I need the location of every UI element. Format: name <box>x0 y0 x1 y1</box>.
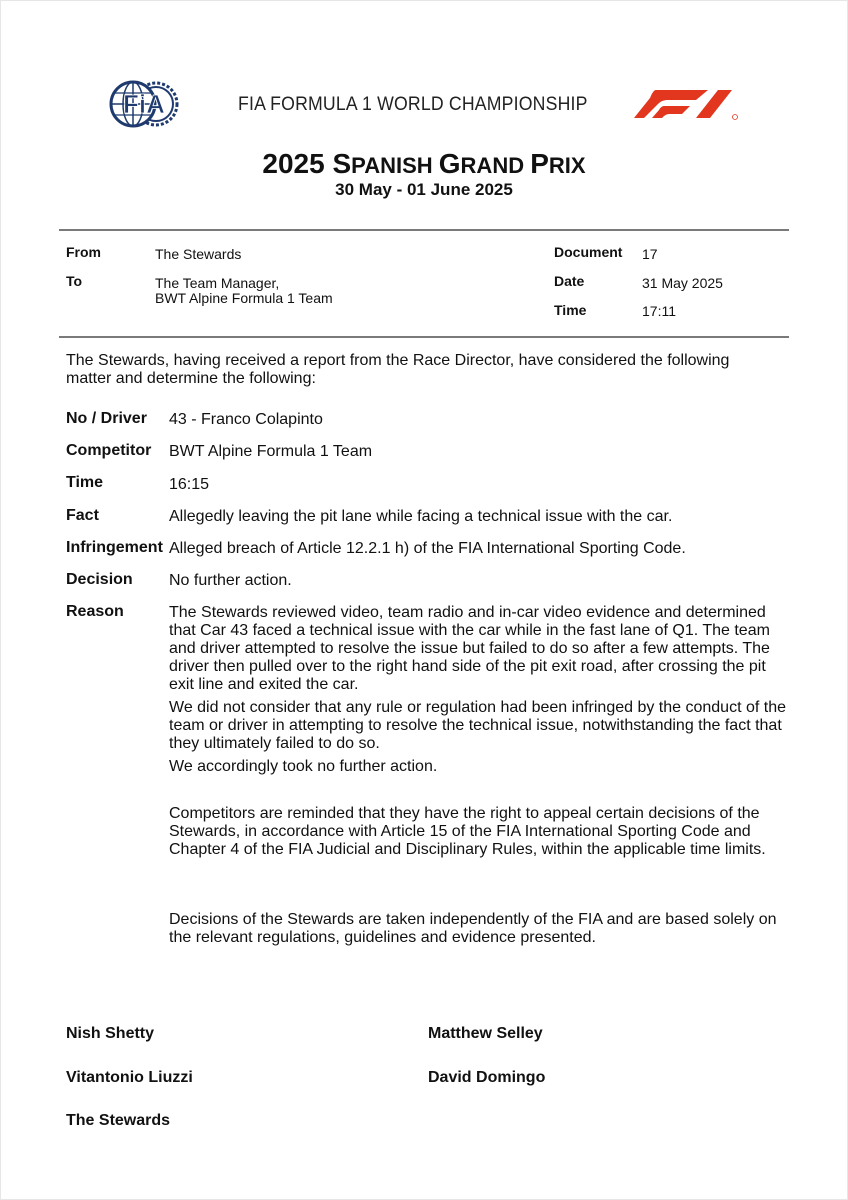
decision-value: No further action. <box>169 572 292 589</box>
f1-logo-icon <box>634 88 740 122</box>
to-label: To <box>66 273 83 289</box>
stewards-closing: The Stewards <box>66 1112 171 1129</box>
event-title: 2025 SPANISH GRAND PRIX <box>262 148 586 179</box>
reason-label: Reason <box>66 603 124 620</box>
fia-logo-icon <box>108 79 180 129</box>
steward-name: Nish Shetty <box>66 1025 155 1042</box>
reason-paragraph-1: The Stewards reviewed video, team radio and in-car video evidence and determined that Car 43 faced a technical issue with the car while in the fast lane of Q1. The team and driver attempted to resolve the issue but failed to do so after a few attempts. The driver then pulled over to the right hand side of the pit exit road, after crossing the pit exit line and exited the car. <box>169 604 770 693</box>
incident-time-label: Time <box>66 474 104 491</box>
document-number: 17 <box>642 246 658 262</box>
steward-name: Matthew Selley <box>428 1025 543 1042</box>
fact-value: Allegedly leaving the pit lane while facing a technical issue with the car. <box>169 508 673 525</box>
date-value: 31 May 2025 <box>642 275 723 291</box>
driver-value: 43 - Franco Colapinto <box>169 411 323 428</box>
fact-label: Fact <box>66 507 99 524</box>
steward-name: David Domingo <box>428 1069 546 1086</box>
steward-name: Vitantonio Liuzzi <box>66 1069 193 1086</box>
competitor-value: BWT Alpine Formula 1 Team <box>169 443 373 460</box>
header-divider-bottom <box>59 336 789 338</box>
header-divider-top <box>59 229 789 231</box>
time-value: 17:11 <box>642 303 676 319</box>
driver-label: No / Driver <box>66 410 147 427</box>
to-value-line1: The Team Manager, <box>155 275 280 291</box>
independence-notice: Decisions of the Stewards are taken independently of the FIA and are based solely on the relevant regulations, guidelines and evidence presented. <box>169 911 777 946</box>
time-label: Time <box>554 302 587 318</box>
championship-title: FIA FORMULA 1 WORLD CHAMPIONSHIP <box>238 94 588 115</box>
incident-time-value: 16:15 <box>169 476 210 493</box>
from-label: From <box>66 244 101 260</box>
infringement-value: Alleged breach of Article 12.2.1 h) of the FIA International Sporting Code. <box>169 540 686 557</box>
svg-text:FiA: FiA <box>123 89 165 119</box>
to-value-line2: BWT Alpine Formula 1 Team <box>155 290 333 306</box>
reason-paragraph-2: We did not consider that any rule or regulation had been infringed by the conduct of the team or driver in attempting to resolve the technical issue, notwithstanding the fact that they ultimately failed to do so. <box>169 699 786 752</box>
date-label: Date <box>554 273 585 289</box>
reason-paragraph-3: We accordingly took no further action. <box>169 758 438 775</box>
document-label: Document <box>554 244 623 260</box>
from-value: The Stewards <box>155 246 242 262</box>
infringement-label: Infringement <box>66 539 163 556</box>
intro-text: The Stewards, having received a report from the Race Director, have considered the following matter and determine the following: <box>66 352 730 387</box>
decision-label: Decision <box>66 571 133 588</box>
event-dates: 30 May - 01 June 2025 <box>335 180 513 199</box>
appeal-notice: Competitors are reminded that they have the right to appeal certain decisions of the Stewards, in accordance with Article 15 of the FIA International Sporting Code and Chapter 4 of the FIA Judicial and Disciplinary Rules, within the applicable time limits. <box>169 805 766 858</box>
competitor-label: Competitor <box>66 442 152 459</box>
